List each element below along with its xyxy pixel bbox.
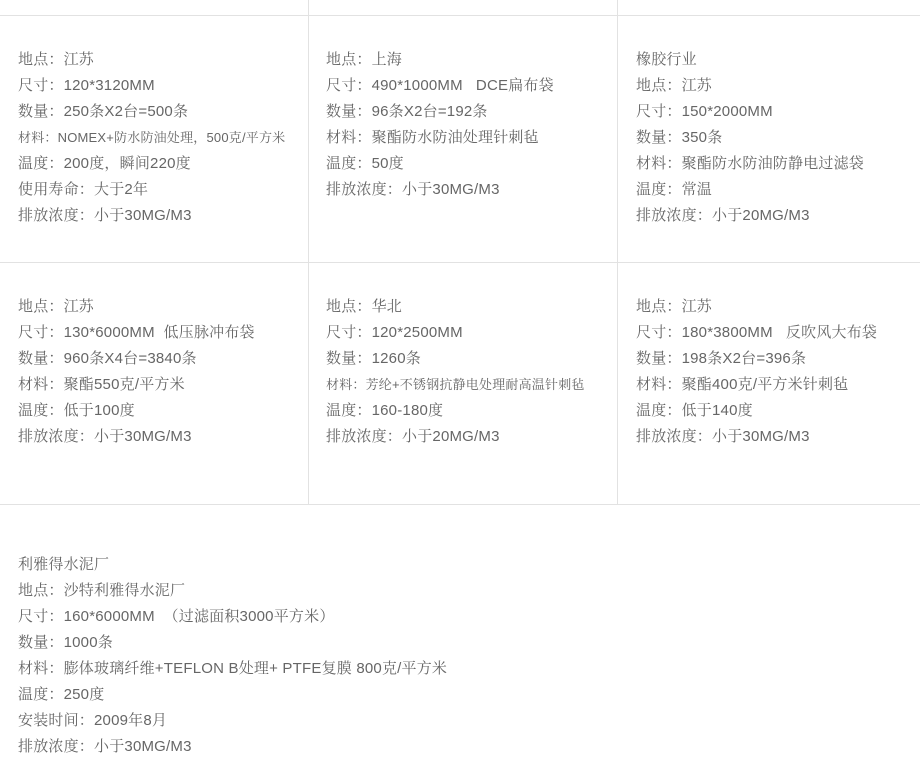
case-card [18, 294, 300, 450]
column-divider [308, 0, 309, 504]
case-quantity-line: 数量：350条 [636, 129, 723, 146]
case-quantity-line: 数量：1000条 [18, 634, 113, 651]
case-quantity-line: 数量：1260条 [326, 350, 421, 367]
case-location-line: 地点：华北 [326, 298, 403, 315]
case-lifespan-line: 使用寿命：大于2年 [18, 181, 149, 198]
column-divider [617, 0, 618, 504]
case-size-line: 尺寸：130*6000MM 低压脉冲布袋 [18, 324, 255, 341]
case-size-line: 尺寸：120*3120MM [18, 77, 155, 94]
case-location-line: 地点：上海 [326, 51, 403, 68]
case-size-line: 尺寸：150*2000MM [636, 103, 773, 120]
case-emission-line: 排放浓度：小于30MG/M3 [326, 181, 500, 198]
case-card [326, 294, 610, 450]
case-emission-line: 排放浓度：小于30MG/M3 [18, 738, 192, 755]
case-emission-line: 排放浓度：小于20MG/M3 [636, 207, 810, 224]
case-location-line: 地点：江苏 [18, 298, 95, 315]
case-quantity-line: 数量：96条X2台=192条 [326, 103, 488, 120]
case-card [636, 47, 914, 229]
case-temperature-line: 温度：常温 [636, 181, 713, 198]
case-emission-line: 排放浓度：小于30MG/M3 [18, 207, 192, 224]
case-card [636, 294, 914, 450]
case-quantity-line: 数量：198条X2台=396条 [636, 350, 807, 367]
case-temperature-line: 温度：低于100度 [18, 402, 135, 419]
case-card [18, 47, 300, 229]
case-emission-line: 排放浓度：小于30MG/M3 [636, 428, 810, 445]
case-emission-line: 排放浓度：小于20MG/M3 [326, 428, 500, 445]
case-location-line: 地点：江苏 [636, 77, 713, 94]
case-material-line: 材料：聚酯防水防油防静电过滤袋 [636, 155, 865, 172]
row-divider [0, 504, 920, 505]
case-material-line: 材料：芳纶+不锈钢抗静电处理耐高温针刺毡 [326, 377, 585, 392]
featured-case-card [18, 552, 902, 760]
case-size-line: 尺寸：180*3800MM 反吹风大布袋 [636, 324, 878, 341]
case-install-date-line: 安装时间：2009年8月 [18, 712, 168, 729]
case-emission-line: 排放浓度：小于30MG/M3 [18, 428, 192, 445]
case-temperature-line: 温度：200度，瞬间220度 [18, 155, 191, 172]
row-divider [0, 262, 920, 263]
case-size-line: 尺寸：120*2500MM [326, 324, 463, 341]
case-temperature-line: 温度：250度 [18, 686, 105, 703]
case-material-line: 材料：膨体玻璃纤维+TEFLON B处理+ PTFE复膜 800克/平方米 [18, 660, 448, 677]
case-title-line: 利雅得水泥厂 [18, 556, 110, 573]
case-size-line: 尺寸：490*1000MM DCE扁布袋 [326, 77, 554, 94]
case-material-line: 材料：NOMEX+防水防油处理，500克/平方米 [18, 130, 286, 145]
case-quantity-line: 数量：250条X2台=500条 [18, 103, 189, 120]
case-title-line: 橡胶行业 [636, 51, 697, 68]
row-divider [0, 15, 920, 16]
case-temperature-line: 温度：50度 [326, 155, 404, 172]
case-card [326, 47, 610, 203]
case-temperature-line: 温度：低于140度 [636, 402, 753, 419]
case-location-line: 地点：江苏 [18, 51, 95, 68]
case-material-line: 材料：聚酯防水防油处理针刺毡 [326, 129, 539, 146]
case-material-line: 材料：聚酯550克/平方米 [18, 376, 185, 393]
case-material-line: 材料：聚酯400克/平方米针刺毡 [636, 376, 849, 393]
case-location-line: 地点：江苏 [636, 298, 713, 315]
case-temperature-line: 温度：160-180度 [326, 402, 444, 419]
case-quantity-line: 数量：960条X4台=3840条 [18, 350, 197, 367]
case-size-line: 尺寸：160*6000MM （过滤面积3000平方米） [18, 608, 335, 625]
case-location-line: 地点：沙特利雅得水泥厂 [18, 582, 186, 599]
